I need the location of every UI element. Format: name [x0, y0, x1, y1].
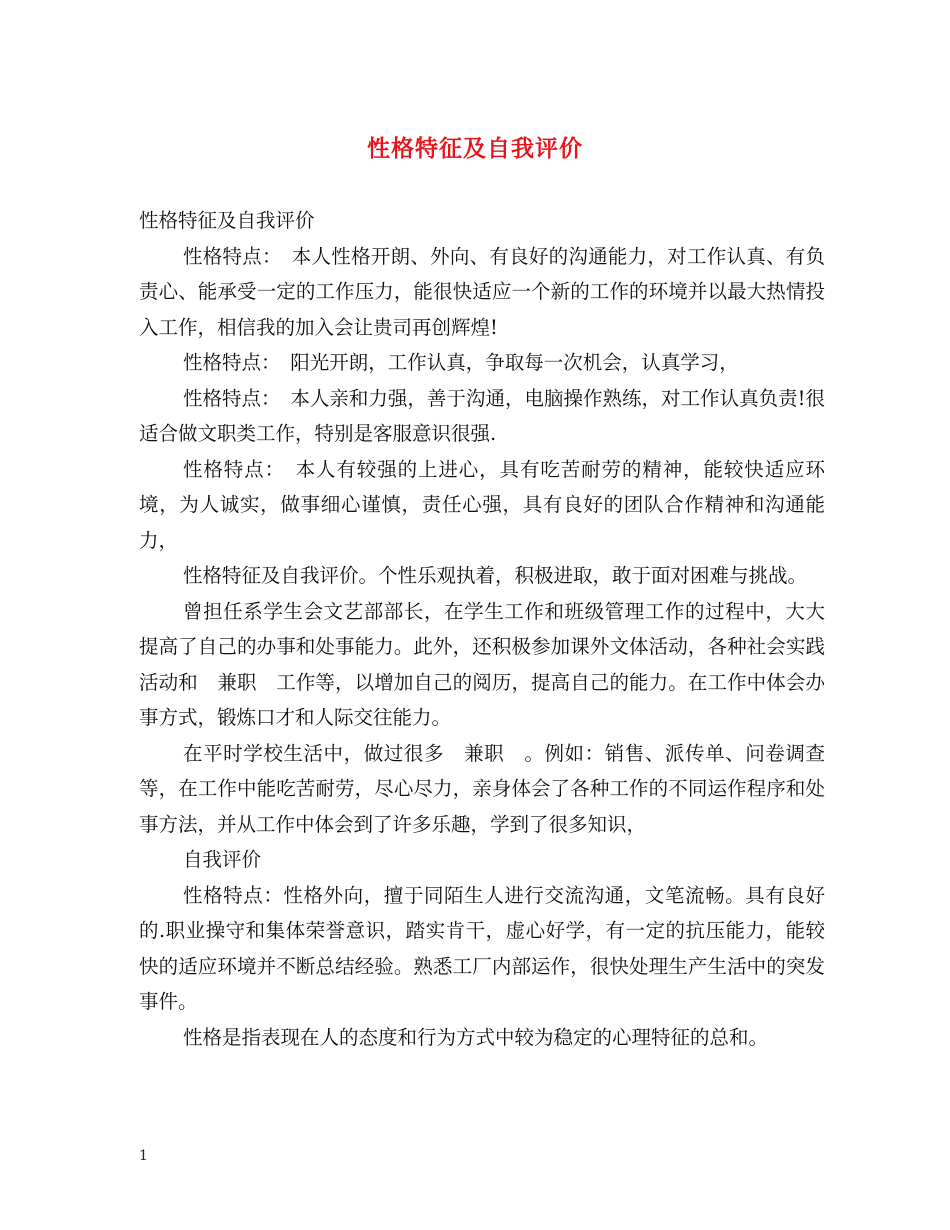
paragraph: 性格特征及自我评价: [139, 209, 315, 232]
paragraph: 性格特点： 阳光开朗，工作认真，争取每一次机会，认真学习，: [183, 351, 739, 374]
paragraph: 自我评价: [183, 848, 262, 871]
document-body: [139, 203, 825, 1055]
paragraph: 性格特点： 本人亲和力强，善于沟通，电脑操作熟练，对工作认真负责!很适合做文职类工作，特别是客服意识很强.: [139, 386, 825, 445]
page-number: 1: [139, 1148, 148, 1164]
paragraph: 在平时学校生活中，做过很多 兼职 。例如：销售、派传单、问卷调查等，在工作中能吃苦耐劳，尽心尽力，亲身体会了各种工作的不同运作程序和处事方法，并从工作中体会到了许多乐趣，学到了很多知识，: [139, 741, 825, 836]
paragraph: 性格特点： 本人有较强的上进心，具有吃苦耐劳的精神，能较快适应环境，为人诚实，做事细心谨慎，责任心强，具有良好的团队合作精神和沟通能力，: [139, 457, 825, 552]
document-title: 性格特征及自我评价: [367, 135, 583, 162]
paragraph: 性格是指表现在人的态度和行为方式中较为稳定的心理特征的总和。: [183, 1025, 769, 1049]
paragraph: 性格特点：性格外向，擅于同陌生人进行交流沟通，文笔流畅。具有良好的.职业操守和集体荣誉意识，踏实肯干，虚心好学，有一定的抗压能力，能较快的适应环境并不断总结经验。熟悉工厂内部运作，很快处理生产生活中的突发事件。: [139, 883, 825, 1013]
paragraph: 曾担任系学生会文艺部部长，在学生工作和班级管理工作的过程中，大大提高了自己的办事和处事能力。此外，还积极参加课外文体活动，各种社会实践活动和 兼职 工作等，以增加自己的阅历，提高自己的能力。在工作中体会办事方式，锻炼口才和人际交往能力。: [139, 599, 825, 729]
paragraph: 性格特征及自我评价。个性乐观执着，积极进取，敢于面对困难与挑战。: [183, 564, 808, 587]
paragraph: 性格特点： 本人性格开朗、外向、有良好的沟通能力，对工作认真、有负责心、能承受一定的工作压力，能很快适应一个新的工作的环境并以最大热情投入工作，相信我的加入会让贵司再创辉煌!: [139, 244, 825, 339]
